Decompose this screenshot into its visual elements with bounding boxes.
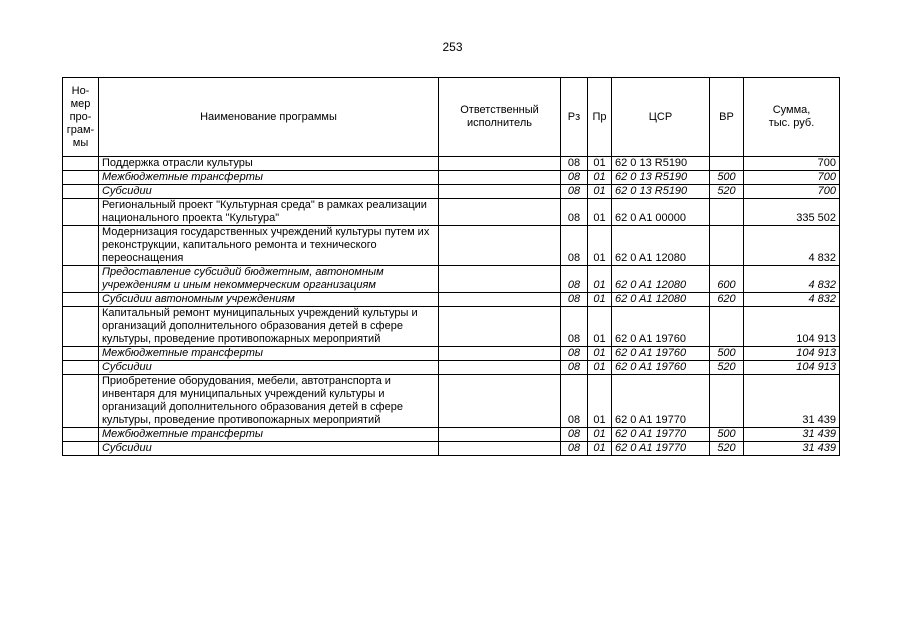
sum-cell: 4 832	[744, 293, 840, 307]
table-row	[63, 185, 840, 199]
pr-cell: 01	[588, 428, 612, 442]
csr-cell: 62 0 A1 19760	[612, 307, 710, 347]
pr-cell: 01	[588, 307, 612, 347]
rz-cell: 08	[561, 226, 588, 266]
executor-cell	[439, 293, 561, 307]
pr-cell: 01	[588, 171, 612, 185]
table-row	[63, 375, 840, 428]
program-number-cell	[63, 442, 99, 456]
executor-cell	[439, 375, 561, 428]
vr-cell: 620	[710, 293, 744, 307]
program-name-cell: Межбюджетные трансферты	[99, 347, 439, 361]
rz-cell: 08	[561, 185, 588, 199]
program-number-cell	[63, 185, 99, 199]
executor-cell	[439, 347, 561, 361]
header-sum: Сумма, тыс. руб.	[744, 78, 840, 157]
rz-cell: 08	[561, 266, 588, 293]
sum-cell: 31 439	[744, 442, 840, 456]
vr-cell	[710, 375, 744, 428]
table-row	[63, 266, 840, 293]
executor-cell	[439, 428, 561, 442]
sum-cell: 104 913	[744, 307, 840, 347]
program-number-cell	[63, 361, 99, 375]
csr-cell: 62 0 A1 12080	[612, 226, 710, 266]
table-row	[63, 307, 840, 347]
pr-cell: 01	[588, 347, 612, 361]
csr-cell: 62 0 13 R5190	[612, 157, 710, 171]
pr-cell: 01	[588, 361, 612, 375]
vr-cell: 520	[710, 185, 744, 199]
csr-cell: 62 0 A1 19760	[612, 361, 710, 375]
vr-cell	[710, 226, 744, 266]
csr-cell: 62 0 A1 19770	[612, 375, 710, 428]
program-number-cell	[63, 347, 99, 361]
pr-cell: 01	[588, 375, 612, 428]
program-number-cell	[63, 293, 99, 307]
rz-cell: 08	[561, 157, 588, 171]
csr-cell: 62 0 A1 12080	[612, 293, 710, 307]
pr-cell: 01	[588, 293, 612, 307]
executor-cell	[439, 185, 561, 199]
csr-cell: 62 0 13 R5190	[612, 171, 710, 185]
rz-cell: 08	[561, 171, 588, 185]
program-number-cell	[63, 266, 99, 293]
program-number-cell	[63, 428, 99, 442]
sum-cell: 335 502	[744, 199, 840, 226]
program-name-cell: Модернизация государственных учреждений культуры путем их реконструкции, капитального ремонта и технического переоснащения	[99, 226, 439, 266]
pr-cell: 01	[588, 442, 612, 456]
page-number: 253	[442, 40, 463, 54]
sum-cell: 700	[744, 185, 840, 199]
program-name-cell: Субсидии автономным учреждениям	[99, 293, 439, 307]
pr-cell: 01	[588, 199, 612, 226]
rz-cell: 08	[561, 347, 588, 361]
executor-cell	[439, 442, 561, 456]
budget-table	[62, 77, 840, 456]
header-pr: Пр	[588, 78, 612, 157]
program-number-cell	[63, 226, 99, 266]
rz-cell: 08	[561, 361, 588, 375]
csr-cell: 62 0 A1 19760	[612, 347, 710, 361]
header-program-number: Но- мер про- грам- мы	[63, 78, 99, 157]
program-number-cell	[63, 171, 99, 185]
program-name-cell: Межбюджетные трансферты	[99, 171, 439, 185]
pr-cell: 01	[588, 226, 612, 266]
program-name-cell: Межбюджетные трансферты	[99, 428, 439, 442]
csr-cell: 62 0 A1 12080	[612, 266, 710, 293]
csr-cell: 62 0 A1 00000	[612, 199, 710, 226]
sum-cell: 4 832	[744, 266, 840, 293]
table-row	[63, 157, 840, 171]
program-name-cell: Капитальный ремонт муниципальных учреждений культуры и организаций дополнительного образования детей в сфере культуры, проведение противопожарных мероприятий	[99, 307, 439, 347]
program-name-cell: Региональный проект "Культурная среда" в рамках реализации национального проекта "Культура"	[99, 199, 439, 226]
vr-cell	[710, 157, 744, 171]
sum-cell: 700	[744, 157, 840, 171]
sum-cell: 104 913	[744, 347, 840, 361]
vr-cell: 500	[710, 428, 744, 442]
header-rz: Рз	[561, 78, 588, 157]
header-program-name: Наименование программы	[99, 78, 439, 157]
executor-cell	[439, 361, 561, 375]
pr-cell: 01	[588, 266, 612, 293]
program-name-cell: Предоставление субсидий бюджетным, автономным учреждениям и иным некоммерческим организациям	[99, 266, 439, 293]
executor-cell	[439, 307, 561, 347]
header-vr: ВР	[710, 78, 744, 157]
sum-cell: 31 439	[744, 428, 840, 442]
vr-cell: 520	[710, 361, 744, 375]
table-row	[63, 347, 840, 361]
rz-cell: 08	[561, 199, 588, 226]
csr-cell: 62 0 A1 19770	[612, 442, 710, 456]
program-number-cell	[63, 307, 99, 347]
csr-cell: 62 0 13 R5190	[612, 185, 710, 199]
executor-cell	[439, 199, 561, 226]
table-row	[63, 361, 840, 375]
vr-cell: 520	[710, 442, 744, 456]
pr-cell: 01	[588, 157, 612, 171]
header-row	[63, 78, 840, 157]
vr-cell: 500	[710, 171, 744, 185]
vr-cell: 500	[710, 347, 744, 361]
table-row	[63, 226, 840, 266]
table-row	[63, 442, 840, 456]
rz-cell: 08	[561, 442, 588, 456]
sum-cell: 700	[744, 171, 840, 185]
program-name-cell: Поддержка отрасли культуры	[99, 157, 439, 171]
program-number-cell	[63, 199, 99, 226]
executor-cell	[439, 157, 561, 171]
header-csr: ЦСР	[612, 78, 710, 157]
program-name-cell: Субсидии	[99, 185, 439, 199]
executor-cell	[439, 226, 561, 266]
program-name-cell: Субсидии	[99, 442, 439, 456]
program-name-cell: Приобретение оборудования, мебели, автотранспорта и инвентаря для муниципальных учреждений культуры и организаций дополнительного образования детей в сфере культуры, проведение противопожарных мероприятий	[99, 375, 439, 428]
pr-cell: 01	[588, 185, 612, 199]
vr-cell	[710, 199, 744, 226]
executor-cell	[439, 171, 561, 185]
vr-cell: 600	[710, 266, 744, 293]
header-executor: Ответственный исполнитель	[439, 78, 561, 157]
program-name-cell: Субсидии	[99, 361, 439, 375]
program-number-cell	[63, 375, 99, 428]
sum-cell: 31 439	[744, 375, 840, 428]
table-row	[63, 171, 840, 185]
rz-cell: 08	[561, 375, 588, 428]
table-row	[63, 293, 840, 307]
sum-cell: 104 913	[744, 361, 840, 375]
csr-cell: 62 0 A1 19770	[612, 428, 710, 442]
sum-cell: 4 832	[744, 226, 840, 266]
table-row	[63, 199, 840, 226]
rz-cell: 08	[561, 307, 588, 347]
vr-cell	[710, 307, 744, 347]
executor-cell	[439, 266, 561, 293]
rz-cell: 08	[561, 293, 588, 307]
program-number-cell	[63, 157, 99, 171]
table-row	[63, 428, 840, 442]
rz-cell: 08	[561, 428, 588, 442]
